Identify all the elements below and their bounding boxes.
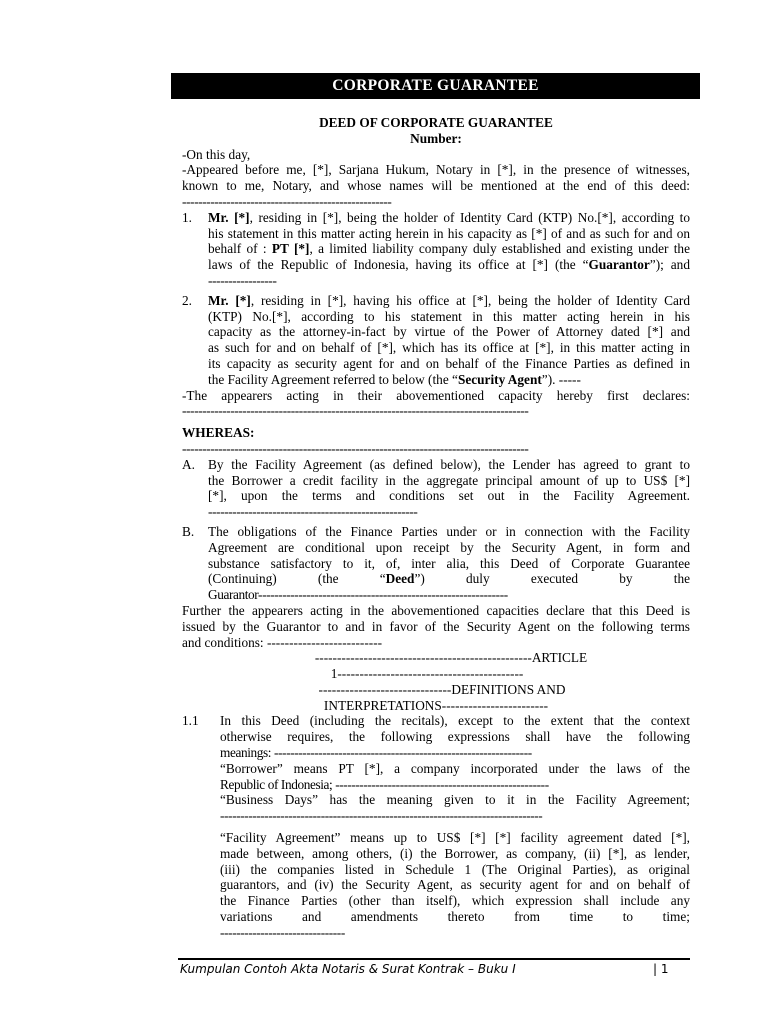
party-number: 2. xyxy=(182,292,192,308)
deed-title: DEED OF CORPORATE GUARANTEE xyxy=(319,115,553,130)
definition-borrower: “Borrower” means PT [*], a company incorporated under the laws of the xyxy=(220,760,690,776)
clause-1-1 xyxy=(182,713,690,940)
clause-line: In this Deed (including the recitals), except to the extent that the context xyxy=(220,713,690,729)
definition-facility-agreement: (iii) the companies listed in Schedule 1 (The Original Parties), as original xyxy=(220,861,690,877)
party-1 xyxy=(182,210,690,289)
dash-line: ---------------------------------------------------- xyxy=(182,193,392,209)
recital-a xyxy=(182,457,690,520)
deed-number: Number: xyxy=(410,130,462,146)
clause-line: meanings: ---------------------------------------------------------------- xyxy=(220,745,532,761)
recital-line: Agreement are conditional upon receipt by the Security Agent, in form and xyxy=(208,539,690,555)
recital-letter: B. xyxy=(182,523,195,539)
role-security-agent: Security Agent xyxy=(457,371,542,387)
party-line: the Facility Agreement referred to below (the “Security Agent”). ----- xyxy=(208,371,581,387)
role-guarantor: Guarantor xyxy=(588,257,650,273)
party-line: as such for and on behalf of [*], which has its office at [*], in this matter acting in xyxy=(208,340,690,356)
party-line: Mr. [*], residing in [*], being the holder of Identity Card (KTP) No.[*], according to xyxy=(208,209,690,225)
deed-term: Deed xyxy=(385,571,415,587)
dash-line: ----------------- xyxy=(208,272,277,288)
definition-borrower: Republic of Indonesia; ----------------------------------------------------- xyxy=(220,776,549,792)
party-line: Mr. [*], residing in [*], having his office at [*], being the holder of Identity Card xyxy=(208,292,690,308)
article-heading: INTERPRETATIONS------------------------ xyxy=(323,697,549,713)
recital-line: Guarantor-------------------------------------------------------------- xyxy=(208,587,508,603)
footer-rule xyxy=(178,958,690,960)
recital-line: By the Facility Agreement (as defined below), the Lender has agreed to grant to xyxy=(208,456,690,472)
dash-line: ---------------------------------------------------- xyxy=(208,504,418,520)
recital-line: The obligations of the Finance Parties under or in connection with the Facility xyxy=(208,523,690,539)
recital-line: (Continuing) (the “Deed”) duly executed by the xyxy=(208,571,690,587)
party-name: Mr. [*] xyxy=(208,209,250,225)
dash-line: -------------------------------------------------------------------------------------- xyxy=(182,440,529,456)
party-name: Mr. [*] xyxy=(208,292,251,308)
party-2 xyxy=(182,293,690,388)
clause-number: 1.1 xyxy=(182,713,199,729)
dash-line: ------------------------------- xyxy=(220,924,345,940)
party-line: his statement in this matter acting herein in his capacity as [*] of and as such for and on xyxy=(208,225,690,241)
dash-line: -------------------------------------------------------------------------------- xyxy=(220,808,543,824)
deed-body xyxy=(182,115,690,941)
declares-line: -The appearers acting in their abovementioned capacity hereby first declares: xyxy=(182,387,690,403)
party-line: laws of the Republic of Indonesia, having its office at [*] (the “Guarantor”); and xyxy=(208,257,690,273)
further-line: Further the appearers acting in the abovementioned capacities declare that this Deed is xyxy=(182,602,690,618)
recital-line: substance satisfactory to it, of, inter alia, this Deed of Corporate Guarantee xyxy=(208,555,690,571)
article-heading: -------------------------------------------------ARTICLE xyxy=(314,650,588,666)
dash-line: -------------------------------------------------------------------------------------- xyxy=(182,403,529,419)
intro-appeared-cont: known to me, Notary, and whose names will be mentioned at the end of this deed: xyxy=(182,178,690,194)
definition-facility-agreement: variations and amendments thereto from time to time; xyxy=(220,909,690,925)
further-line: issued by the Guarantor to and in favor of the Security Agent on the following terms xyxy=(182,618,690,634)
document-banner: CORPORATE GUARANTEE xyxy=(171,73,700,99)
further-line: and conditions: -------------------------- xyxy=(182,634,383,650)
party-line: capacity as the attorney-in-fact by virtue of the Power of Attorney dated [*] and xyxy=(208,324,690,340)
party-line: behalf of : PT [*], a limited liability company duly established and existing under the xyxy=(208,241,690,257)
recital-line: [*], upon the terms and conditions set out in the Facility Agreement. xyxy=(208,488,690,504)
definition-facility-agreement: “Facility Agreement” means up to US$ [*] [*] facility agreement dated [*], xyxy=(220,830,690,846)
definition-facility-agreement: guarantors, and (iv) the Security Agent, as security agent for and on behalf of xyxy=(220,877,690,893)
party-line: its capacity as security agent for and on behalf of the Finance Parties as defined in xyxy=(208,355,690,371)
recital-line: the Borrower a credit facility in the aggregate principal amount of up to US$ [*] xyxy=(208,472,690,488)
intro-line: -On this day, xyxy=(182,146,251,162)
definition-facility-agreement: the Finance Parties (other than itself), which expression shall include any xyxy=(220,893,690,909)
recital-b xyxy=(182,524,690,603)
party-number: 1. xyxy=(182,209,192,225)
party-line: (KTP) No.[*], according to his statement in this matter acting herein in his xyxy=(208,308,690,324)
definition-facility-agreement: made between, among others, (i) the Borrower, as company, (ii) [*], as lender, xyxy=(220,845,690,861)
recital-letter: A. xyxy=(182,456,195,472)
article-heading: ------------------------------DEFINITIONS AND xyxy=(318,681,566,697)
intro-appeared: -Appeared before me, [*], Sarjana Hukum, Notary in [*], in the presence of witnesses, xyxy=(182,162,690,178)
whereas-heading: WHEREAS: xyxy=(182,425,255,441)
company-name: PT [*] xyxy=(271,241,310,257)
article-heading: 1------------------------------------------ xyxy=(330,666,524,682)
definition-business-days: “Business Days” has the meaning given to it in the Facility Agreement; xyxy=(220,792,690,808)
clause-line: otherwise requires, the following expressions shall have the following xyxy=(220,729,690,745)
footer-book-title: Kumpulan Contoh Akta Notaris & Surat Kontrak – Buku I xyxy=(180,962,516,976)
page-number: | 1 xyxy=(653,962,669,976)
